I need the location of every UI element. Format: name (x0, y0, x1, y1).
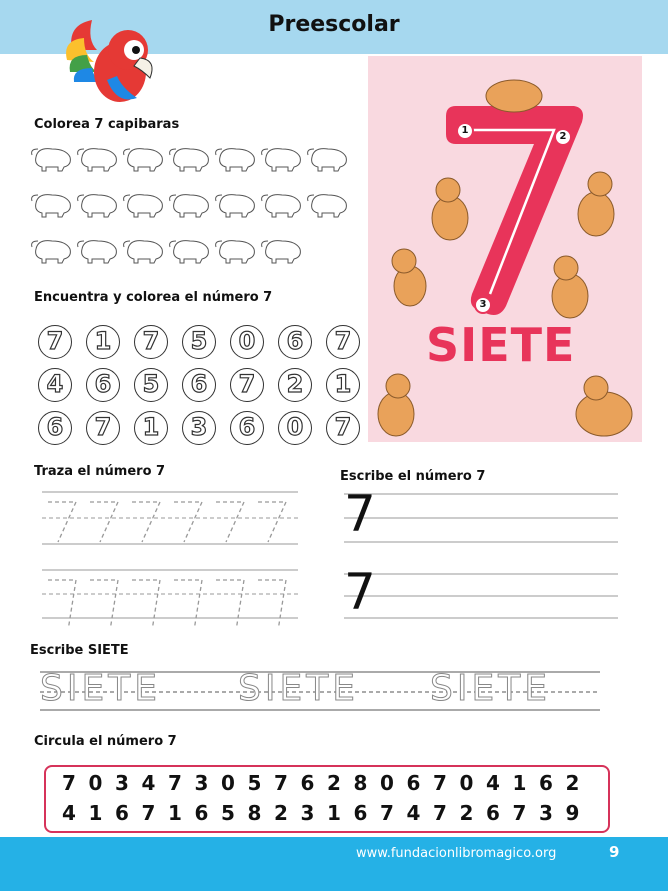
siete-trace-1: SIETE (40, 668, 161, 709)
circle-digit[interactable]: 7 (512, 801, 527, 825)
circle-digit[interactable]: 4 (141, 771, 156, 795)
capybara-outline-icon[interactable] (124, 195, 163, 217)
number-circle[interactable]: 4 (38, 368, 72, 402)
circle-digit[interactable]: 3 (539, 801, 553, 825)
circle-digit[interactable]: 6 (539, 771, 553, 795)
write-number-title: Escribe el número 7 (340, 469, 486, 484)
circle-digit[interactable]: 2 (327, 771, 341, 795)
number-circle[interactable]: 7 (38, 325, 72, 359)
color-capybaras-title: Colorea 7 capibaras (34, 117, 180, 132)
poster-word: SIETE (426, 318, 576, 372)
circle-digit[interactable]: 1 (168, 801, 182, 825)
trace-sevens (42, 488, 302, 628)
circle-digit[interactable]: 5 (221, 801, 235, 825)
circle-digit[interactable]: 6 (486, 801, 500, 825)
circle-digits-box (44, 765, 610, 833)
number-circle[interactable]: 6 (278, 325, 312, 359)
seven-poster (368, 56, 642, 442)
trace-seven-path (174, 502, 202, 542)
seven-shape (368, 56, 642, 442)
trace-seven-path (132, 502, 160, 542)
circle-digit[interactable]: 7 (168, 771, 182, 795)
number-circle[interactable]: 6 (230, 411, 264, 445)
trace-seven-path (48, 580, 76, 628)
number-circle[interactable]: 5 (182, 325, 216, 359)
circle-digit[interactable]: 6 (353, 801, 368, 825)
circle-digit[interactable]: 3 (194, 771, 209, 795)
circle-digit[interactable]: 7 (433, 801, 447, 825)
poster-step-3: 3 (474, 296, 492, 314)
circle-digit[interactable]: 4 (406, 801, 421, 825)
circle-digit[interactable]: 4 (486, 771, 500, 795)
circle-digit[interactable]: 8 (247, 801, 262, 825)
write-sample-1: 7 (344, 485, 376, 543)
circle-digit[interactable]: 3 (115, 771, 129, 795)
circle-digit[interactable]: 2 (565, 771, 580, 795)
circle-digit[interactable]: 3 (300, 801, 315, 825)
circle-digit[interactable]: 7 (274, 771, 288, 795)
capybara-outline-icon[interactable] (216, 195, 255, 217)
trace-seven-path (132, 580, 160, 628)
footer-url[interactable]: www.fundacionlibromagico.org (356, 846, 557, 861)
circle-digit[interactable]: 6 (300, 771, 315, 795)
parrot-mascot-icon (62, 10, 162, 110)
circle-digit[interactable]: 7 (433, 771, 447, 795)
circle-digit[interactable]: 0 (459, 771, 474, 795)
capybara-outline-icon[interactable] (262, 195, 301, 217)
capybara-outline-icon[interactable] (170, 241, 209, 263)
trace-seven-path (90, 580, 118, 628)
capybara-outline-icon[interactable] (124, 149, 163, 171)
page-footer (0, 837, 668, 891)
circle-digit[interactable]: 8 (353, 771, 368, 795)
poster-step-1: 1 (456, 122, 474, 140)
capybara-outline-icon[interactable] (32, 241, 71, 263)
capybara-outline-icon[interactable] (170, 149, 209, 171)
find-number-title: Encuentra y colorea el número 7 (34, 290, 273, 305)
number-circle[interactable]: 7 (326, 411, 360, 445)
page-number: 9 (609, 843, 620, 861)
capybara-outline-icon[interactable] (170, 195, 209, 217)
trace-seven-path (216, 580, 244, 628)
circle-digit[interactable]: 7 (380, 801, 394, 825)
siete-trace-2: SIETE (238, 668, 359, 709)
capybara-outline-icon[interactable] (308, 195, 347, 217)
circle-number-title: Circula el número 7 (34, 734, 177, 749)
trace-seven-path (174, 580, 202, 628)
trace-number-title: Traza el número 7 (34, 464, 166, 479)
number-circle[interactable]: 6 (38, 411, 72, 445)
circle-digit[interactable]: 4 (62, 801, 76, 825)
circle-digit[interactable]: 1 (512, 771, 527, 795)
capybara-outline-icon[interactable] (32, 195, 71, 217)
circle-digit[interactable]: 0 (88, 771, 103, 795)
circle-digit[interactable]: 9 (565, 801, 580, 825)
trace-seven-path (258, 502, 286, 542)
number-circle[interactable]: 1 (326, 368, 360, 402)
capybara-outline-icon[interactable] (262, 241, 301, 263)
poster-step-2: 2 (554, 128, 572, 146)
circle-digit[interactable]: 2 (274, 801, 288, 825)
circle-digit[interactable]: 5 (247, 771, 262, 795)
number-circle[interactable]: 3 (182, 411, 216, 445)
circle-digit[interactable]: 0 (380, 771, 394, 795)
trace-seven-path (90, 502, 118, 542)
number-circle[interactable]: 1 (86, 325, 120, 359)
number-circle[interactable]: 7 (230, 368, 264, 402)
circle-digit[interactable]: 7 (141, 801, 156, 825)
capybara-grid (30, 143, 360, 277)
write-sevens (344, 488, 624, 628)
number-circle[interactable]: 0 (278, 411, 312, 445)
capybara-outlines (30, 143, 360, 273)
number-circle[interactable]: 2 (278, 368, 312, 402)
write-word-title: Escribe SIETE (30, 643, 129, 658)
siete-trace-3: SIETE (430, 668, 551, 709)
write-sample-2: 7 (344, 563, 376, 621)
number-circle[interactable]: 6 (182, 368, 216, 402)
capybara-outline-icon[interactable] (78, 241, 117, 263)
circle-digit[interactable]: 0 (221, 771, 235, 795)
circle-digit[interactable]: 6 (406, 771, 421, 795)
circle-digit[interactable]: 6 (115, 801, 129, 825)
trace-seven-path (258, 580, 286, 628)
circle-digit[interactable]: 1 (88, 801, 103, 825)
number-circle[interactable]: 0 (230, 325, 264, 359)
number-circle[interactable]: 7 (326, 325, 360, 359)
capybara-outline-icon[interactable] (216, 149, 255, 171)
page-title: Preescolar (268, 12, 400, 37)
circle-digit[interactable]: 1 (327, 801, 341, 825)
circle-digit[interactable]: 2 (459, 801, 474, 825)
capybara-outline-icon[interactable] (78, 149, 117, 171)
capybara-outline-icon[interactable] (216, 241, 255, 263)
capybara-outline-icon[interactable] (262, 149, 301, 171)
number-circle[interactable]: 6 (86, 368, 120, 402)
number-circle[interactable]: 7 (86, 411, 120, 445)
number-circle[interactable]: 1 (134, 411, 168, 445)
capybara-outline-icon[interactable] (124, 241, 163, 263)
circle-digit[interactable]: 6 (194, 801, 209, 825)
circle-digit[interactable]: 7 (62, 771, 76, 795)
capybara-outline-icon[interactable] (308, 149, 347, 171)
trace-seven-path (216, 502, 244, 542)
number-circle[interactable]: 7 (134, 325, 168, 359)
number-circle[interactable]: 5 (134, 368, 168, 402)
trace-seven-path (48, 502, 76, 542)
capybara-outline-icon[interactable] (78, 195, 117, 217)
capybara-outline-icon[interactable] (32, 149, 71, 171)
